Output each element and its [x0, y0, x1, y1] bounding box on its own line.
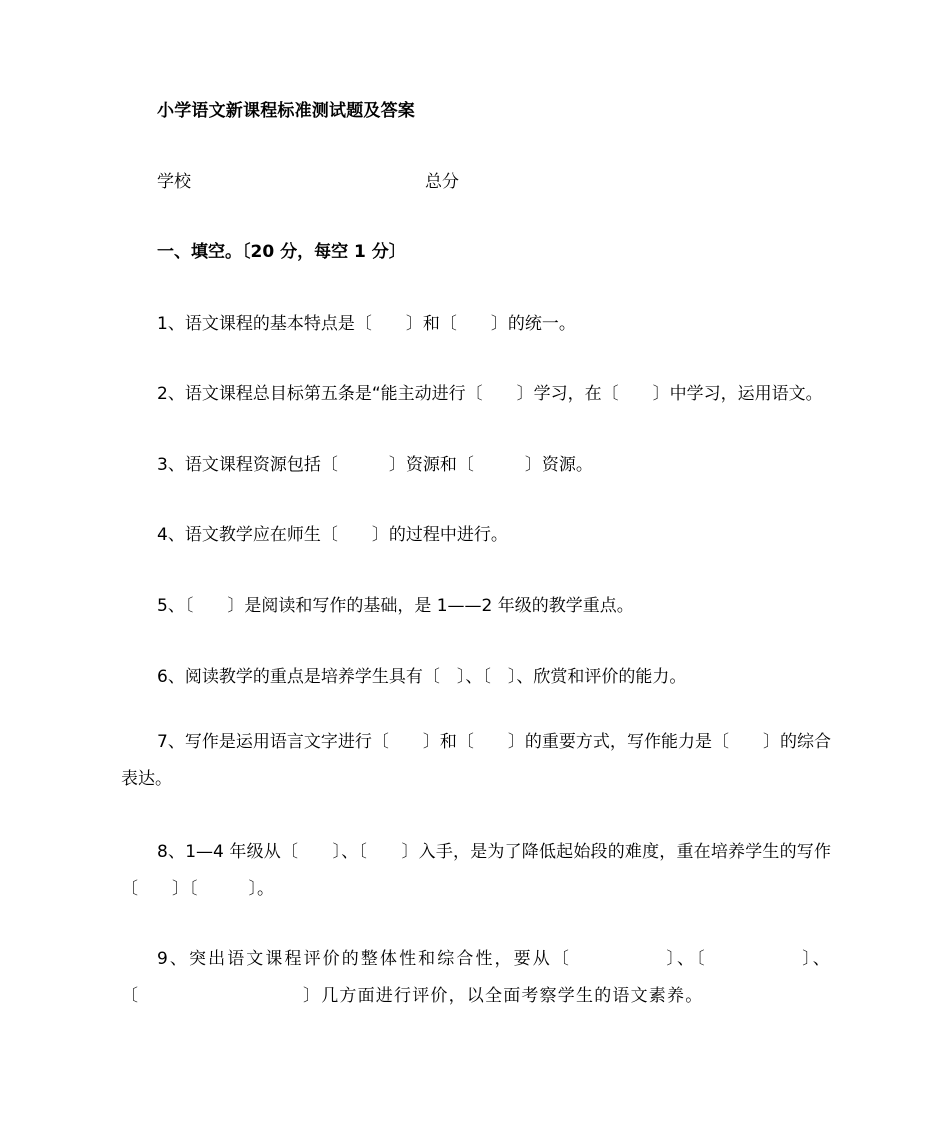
question-6: 6、阅读教学的重点是培养学生具有〔 〕、〔 〕、欣赏和评价的能力。 — [157, 667, 687, 687]
school-label: 学校 — [157, 172, 191, 192]
document-title: 小学语文新课程标准测试题及答案 — [157, 101, 415, 121]
question-2: 2、语文课程总目标第五条是“能主动进行〔 〕学习，在〔 〕中学习，运用语文。 — [157, 384, 823, 404]
question-5: 5、〔 〕是阅读和写作的基础，是 1——2 年级的教学重点。 — [157, 596, 634, 616]
question-8: 8、1—4 年级从〔 〕、〔 〕入手，是为了降低起始段的难度，重在培养学生的写作〔 〕〔 〕。 — [121, 842, 831, 899]
question-1: 1、语文课程的基本特点是〔 〕和〔 〕的统一。 — [157, 314, 576, 334]
question-7: 7、写作是运用语言文字进行〔 〕和〔 〕的重要方式，写作能力是〔 〕的综合表达。 — [121, 732, 831, 789]
total-score-label: 总分 — [425, 172, 459, 192]
question-9: 9、突出语文课程评价的整体性和综合性，要从〔 〕、〔 〕、〔 〕几方面进行评价，以全面考察学生的语文素养。 — [121, 949, 831, 1006]
section-heading: 一、填空。〔20 分，每空 1 分〕 — [157, 242, 406, 262]
question-3: 3、语文课程资源包括〔 〕资源和〔 〕资源。 — [157, 455, 593, 475]
question-4: 4、语文教学应在师生〔 〕的过程中进行。 — [157, 525, 508, 545]
